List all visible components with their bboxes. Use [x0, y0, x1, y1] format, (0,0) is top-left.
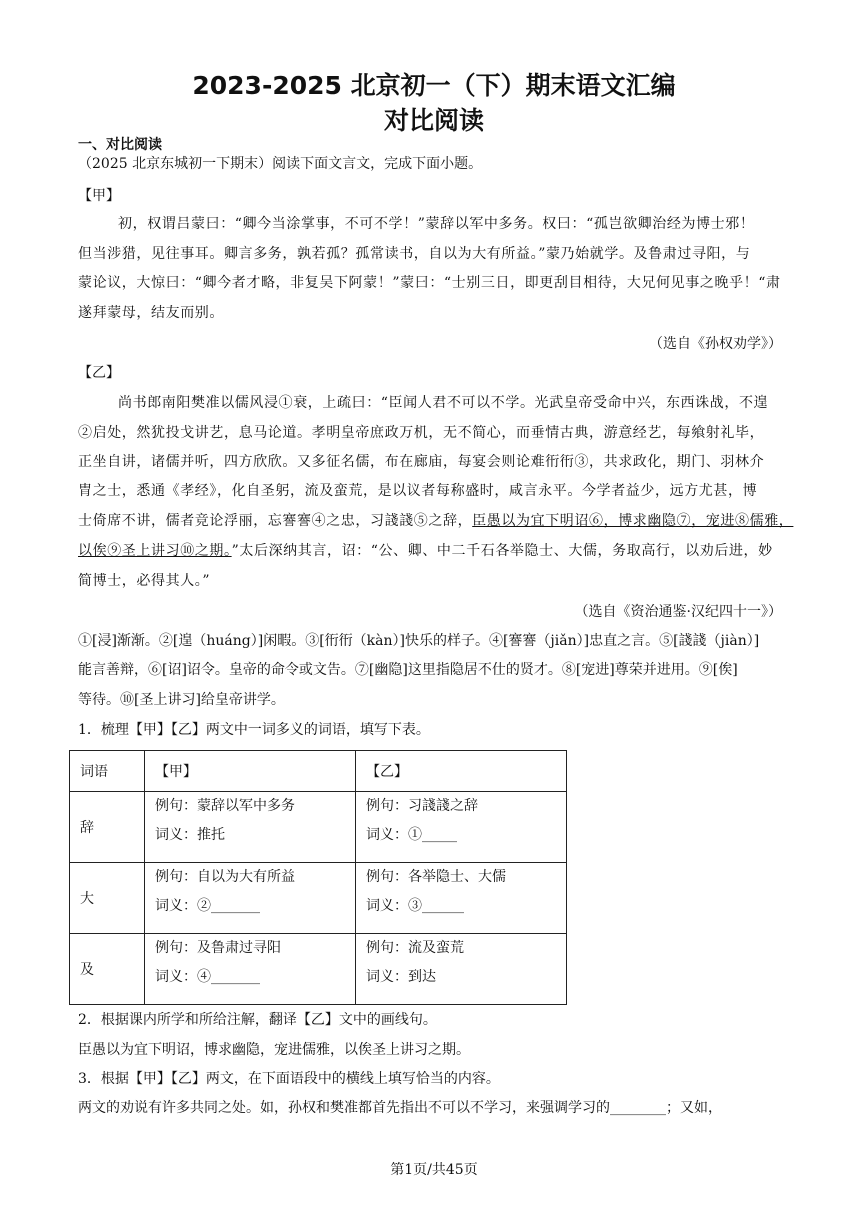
example-sentence: 例句：及鲁肃过寻阳: [155, 940, 281, 956]
yi-line-text: 士倚席不讲，儒者竞论浮丽，忘謇謇④之忠，习諓諓⑤之辞，: [78, 513, 473, 529]
word-meaning-blank[interactable]: 词义：①_____: [366, 827, 457, 843]
underlined-sentence: 以俟⑨圣上讲习⑩之期。: [78, 543, 232, 559]
yi-line: 简博士，必得其人。”: [78, 573, 211, 589]
jia-cell: [145, 934, 356, 1005]
example-sentence: 例句：蒙辞以军中多务: [155, 798, 295, 814]
yi-line: 正坐自讲，诸儒并听，四方欣欣。又多征名儒，布在廊庙，每宴会则论难衎衎③，共求政化，期门、羽林介: [78, 454, 765, 470]
yi-cell: [356, 934, 567, 1005]
header-jia: 【甲】: [145, 751, 356, 792]
underlined-sentence: 臣愚以为宜下明诏⑥，博求幽隐⑦，宠进⑧儒雅，: [472, 513, 794, 529]
yi-line: ②启处，然犹投戈讲艺，息马论道。孝明皇帝庶政万机，无不简心，而垂情古典，游意经艺，每飨射礼毕，: [78, 425, 765, 441]
page-title: 2023-2025 北京初一（下）期末语文汇编: [192, 71, 676, 100]
yi-label: 【乙】: [78, 365, 120, 381]
header-word: 词语: [70, 751, 145, 792]
word-meaning: 词义：推托: [155, 827, 225, 843]
jia-label: 【甲】: [78, 188, 120, 204]
annotation-line: 等待。⑩[圣上讲习]给皇帝讲学。: [78, 692, 285, 708]
jia-line: 初，权谓吕蒙曰：“卿今当涂掌事，不可不学！”蒙辞以军中多务。权曰：“孤岂欲卿治经为博士邪！: [118, 216, 755, 232]
yi-cell: [356, 863, 567, 934]
word-meaning-blank[interactable]: 词义：②_______: [155, 898, 260, 914]
jia-line: 蒙论议，大惊曰：“卿今者才略，非复吴下阿蒙！”蒙曰：“士别三日，即更刮目相待，大兄何见事之晚乎！“肃: [78, 275, 781, 291]
yi-source: （选自《资治通鉴·汉纪四十一》）: [574, 604, 782, 620]
word-meaning: 词义：到达: [366, 969, 436, 985]
example-sentence: 例句：自以为大有所益: [155, 869, 295, 885]
intro-text: （2025 北京东城初一下期末）阅读下面文言文，完成下面小题。: [78, 156, 483, 172]
yi-line-text: ”太后深纳其言，诏：“公、卿、中二千石各举隐士、大儒，务取高行，以劝后进，妙: [231, 543, 773, 559]
table-row: [70, 792, 567, 863]
annotation-line: ①[浸]渐渐。②[遑（huáng）]闲暇。③[衎衎（kàn）]快乐的样子。④[謇謇（jiǎn）]忠直之言。⑤[諓諓（jiàn）]: [78, 633, 760, 649]
jia-line: 遂拜蒙母，结友而别。: [78, 305, 224, 321]
word-cell: 大: [70, 863, 145, 934]
table-row: [70, 934, 567, 1005]
question-1: 1．梳理【甲】【乙】两文中一词多义的词语，填写下表。: [78, 722, 430, 738]
jia-cell: [145, 863, 356, 934]
section-heading: 一、对比阅读: [78, 137, 162, 153]
yi-cell: [356, 792, 567, 863]
yi-line: [78, 541, 773, 561]
yi-line: [78, 511, 793, 531]
page-footer: 第1页/共45页: [390, 1162, 478, 1178]
question-2-sentence: 臣愚以为宜下明诏，博求幽隐，宠进儒雅，以俟圣上讲习之期。: [78, 1042, 470, 1058]
header-yi: 【乙】: [356, 751, 567, 792]
word-meaning-blank[interactable]: 词义：③______: [366, 898, 464, 914]
jia-cell: [145, 792, 356, 863]
polysemy-table: [69, 750, 567, 1005]
word-cell: 辞: [70, 792, 145, 863]
example-sentence: 例句：流及蛮荒: [366, 940, 464, 956]
table-header-row: [70, 751, 567, 792]
page-subtitle: 对比阅读: [383, 106, 484, 135]
yi-line: 尚书郎南阳樊准以儒风浸①衰，上疏曰：“臣闻人君不可以不学。光武皇帝受命中兴，东西诛战，不遑: [118, 395, 769, 411]
table-row: [70, 863, 567, 934]
jia-source: （选自《孙权劝学》）: [649, 336, 782, 352]
word-cell: 及: [70, 934, 145, 1005]
question-3-text[interactable]: 两文的劝说有许多共同之处。如，孙权和樊准都首先指出不可以不学习，来强调学习的________；又如，: [78, 1100, 722, 1116]
yi-line: 胄之士，悉通《孝经》，化自圣躬，流及蛮荒，是以议者每称盛时，咸言永平。今学者益少，远方尤甚，博: [78, 483, 758, 499]
question-3: 3．根据【甲】【乙】两文，在下面语段中的横线上填写恰当的内容。: [78, 1071, 500, 1087]
jia-line: 但当涉猎，见往事耳。卿言多务，孰若孤？孤常读书，自以为大有所益。”蒙乃始就学。及鲁肃过寻阳，与: [78, 246, 751, 262]
example-sentence: 例句：各举隐士、大儒: [366, 869, 506, 885]
annotation-line: 能言善辩，⑥[诏]诏令。皇帝的命令或文告。⑦[幽隐]这里指隐居不仕的贤才。⑧[宠进]尊荣并进用。⑨[俟]: [78, 662, 738, 678]
word-meaning-blank[interactable]: 词义：④_______: [155, 969, 260, 985]
example-sentence: 例句：习諓諓之辞: [366, 798, 478, 814]
question-2: 2．根据课内所学和所给注解，翻译【乙】文中的画线句。: [78, 1012, 437, 1028]
